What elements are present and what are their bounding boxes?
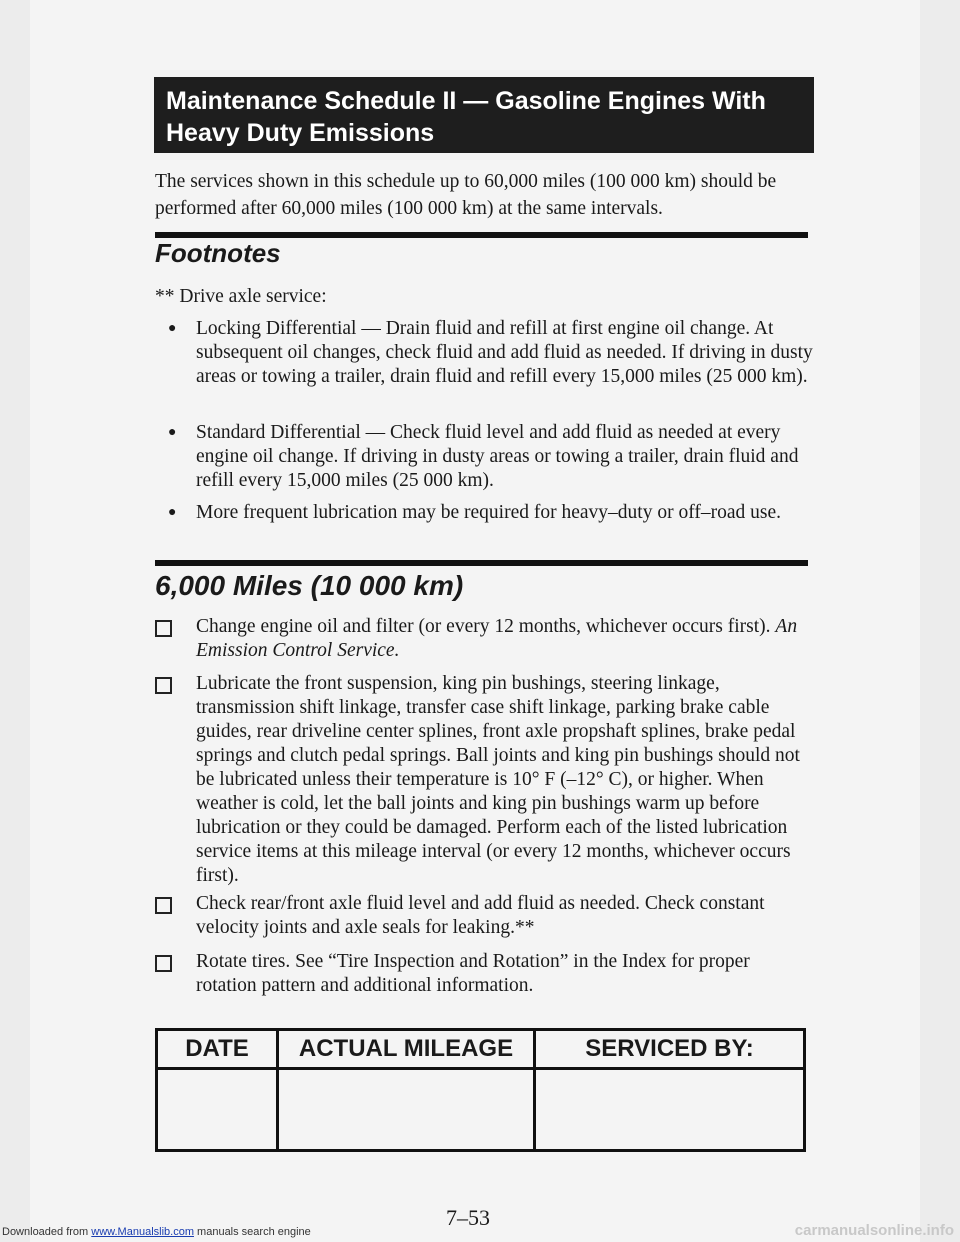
date-cell[interactable] [157, 1069, 278, 1151]
header-title-line2: Heavy Duty Emissions [166, 119, 435, 147]
checklist-text: Rotate tires. See “Tire Inspection and Rotation” in the Index for proper rotation pattern and additional information. [196, 951, 750, 996]
checklist-text: Change engine oil and filter (or every 12 months, whichever occurs first). An Emission Control Service. [196, 616, 798, 661]
page-number: 7–53 [446, 1205, 490, 1230]
checkbox-icon[interactable] [155, 955, 172, 972]
footnote-bullet [168, 421, 813, 493]
interval-title: 6,000 Miles (10 000 km) [155, 570, 464, 601]
checkbox-icon[interactable] [155, 897, 172, 914]
intro-paragraph: The services shown in this schedule up to 60,000 miles (100 000 km) should be performed after 60,000 miles (100 000 km) at the same intervals. [155, 171, 777, 219]
section-header [154, 77, 814, 153]
download-footer [0, 1222, 960, 1242]
footnote-bullet [168, 317, 813, 389]
bullet-text: Standard Differential — Check fluid level and add fluid as needed at every engine oil change. If driving in dusty areas or towing a trailer, drain fluid and refill every 15,000 miles (25 000 km). [196, 422, 799, 491]
service-log-table [155, 1028, 806, 1152]
bullet-icon: ● [168, 321, 177, 336]
checklist-item [155, 950, 815, 998]
manualslib-link[interactable]: www.Manualslib.com [91, 1226, 194, 1238]
emission-note: An Emission Control Service. [196, 616, 798, 661]
bullet-icon: ● [168, 505, 177, 520]
checkbox-icon[interactable] [155, 620, 172, 637]
footnote-bullet [168, 501, 813, 525]
watermark-text: carmanualsonline.info [794, 1222, 954, 1239]
checklist-text: Lubricate the front suspension, king pin bushings, steering linkage, transmission shift linkage, transfer case shift linkage, parking brake cable guides, rear driveline center splines, front axle propshaft splines, brake pedal springs and clutch pedal springs. Ball joints and king pin bushings should not be lubricated unless their temperature is 10° F (–12° C), or higher. When weather is cold, let the ball joints and king pin bushings warm up before lubrication or they could be damaged. Perform each of the listed lubrication service items at this mileage interval (or every 12 months, whichever occurs first). [196, 673, 800, 886]
footer-source: Downloaded from www.Manualslib.com manuals search engine [2, 1226, 311, 1238]
actual-mileage-cell[interactable] [278, 1069, 535, 1151]
serviced-by-header: SERVICED BY: [535, 1030, 805, 1069]
checklist-text: Check rear/front axle fluid level and add fluid as needed. Check constant velocity joints and axle seals for leaking.** [196, 893, 765, 938]
header-title-line1: Maintenance Schedule II — Gasoline Engines With [166, 87, 766, 115]
divider-rule [155, 560, 808, 566]
bullet-text: More frequent lubrication may be required for heavy–duty or off–road use. [196, 502, 781, 523]
checkbox-icon[interactable] [155, 677, 172, 694]
checklist-item [155, 615, 815, 663]
footnotes-title: Footnotes [155, 238, 281, 268]
bullet-icon: ● [168, 425, 177, 440]
table-header-row [157, 1030, 805, 1069]
table-row [157, 1069, 805, 1151]
checklist-item [155, 672, 815, 888]
date-header: DATE [157, 1030, 278, 1069]
checklist-item [155, 892, 815, 940]
actual-mileage-header: ACTUAL MILEAGE [278, 1030, 535, 1069]
serviced-by-cell[interactable] [535, 1069, 805, 1151]
footnotes-lead: ** Drive axle service: [155, 286, 327, 307]
bullet-text: Locking Differential — Drain fluid and refill at first engine oil change. At subsequent oil changes, check fluid and add fluid as needed. If driving in dusty areas or towing a trailer, drain fluid and refill every 15,000 miles (25 000 km). [196, 318, 813, 387]
